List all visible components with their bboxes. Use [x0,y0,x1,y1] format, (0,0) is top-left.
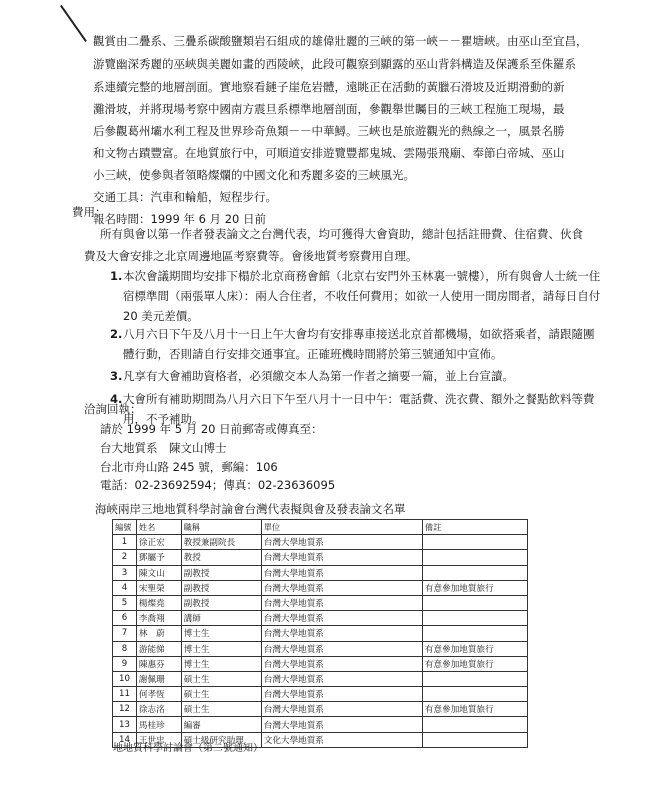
cell-name: 徐志洺 [136,702,181,717]
header-name: 姓名 [136,520,181,535]
intro-line: 灘滑坡，并將現場考察中國南方震旦系標準地層剖面，參觀舉世矚目的三峽工程施工現場，最 [93,102,565,116]
intro-line: 系連續完整的地層剖面。實地察看鏈子崖危岩體，遠眺正在活動的黃臘石滑坡及近期滑動的新 [93,80,565,94]
cell-no: 3 [113,565,137,580]
cell-no: 6 [113,611,137,626]
intro-line: 交通工具：汽車和輪船，短程步行。 [93,190,277,204]
item-line: 凡享有大會補助資格者，必須繳交本人為第一作者之摘要一篇，並上台宣讀。 [123,369,514,383]
cell-no: 2 [113,550,137,565]
intro-line: 游覽幽深秀麗的巫峽與美麗如畫的西陵峽，此段可觀察到顯露的巫山背斜構造及保護系至侏羅系 [93,57,576,71]
cell-unit: 台灣大學地質系 [261,565,422,580]
cell-no: 11 [113,687,137,702]
item-number: 3. [110,369,123,383]
cell-name: 游能悌 [136,641,181,656]
cell-title: 編審 [181,717,261,732]
cell-note [422,717,527,732]
pen-stroke-mark [60,5,87,42]
cell-title: 教授兼副院長 [181,535,261,550]
table-header-row [113,520,528,535]
cell-title: 博士生 [181,626,261,641]
cell-title: 博士生 [181,656,261,671]
cell-name: 馬桂珍 [136,717,181,732]
cell-unit: 台灣大學地質系 [261,626,422,641]
cell-note [422,595,527,610]
cell-unit: 台灣大學地質系 [261,671,422,686]
table-row [113,611,528,626]
fee-heading: 費用： [72,205,107,219]
cell-title: 教授 [181,550,261,565]
item-line: 體行動，否則請自行安排交通事宜。正確班機時間將於第三號通知中宣佈。 [123,347,503,361]
table-row [113,626,528,641]
cell-name: 徐正宏 [136,535,181,550]
cell-note [422,671,527,686]
header-title: 職稱 [181,520,261,535]
cell-no: 10 [113,671,137,686]
cell-note [422,626,527,641]
cell-name: 王世忠 [136,732,181,747]
cell-unit: 台灣大學地質系 [261,580,422,595]
cell-no: 7 [113,626,137,641]
item-line: 大會所有補助期間為八月六日下午至八月十一日中午：電話費、洗衣費、額外之餐點飲料等費 [123,392,595,406]
cell-name: 林 蔚 [136,626,181,641]
table-row [113,565,528,580]
fee-paragraph-line: 所有與會以第一作者發表論文之台灣代表，均可獲得大會資助，總計包括註冊費、住宿費、伙食 [100,227,583,241]
cell-name: 鄧屬予 [136,550,181,565]
contact-line: 台大地質系 陳文山博士 [100,441,227,455]
header-no: 編號 [113,520,137,535]
table-row [113,535,528,550]
cell-title: 博士生 [181,641,261,656]
item-number: 1. [110,269,123,283]
cell-name: 何孝恆 [136,687,181,702]
cell-no: 12 [113,702,137,717]
cell-unit: 台灣大學地質系 [261,535,422,550]
item-number: 2. [110,327,123,341]
cell-note [422,732,527,747]
item-number: 4. [110,392,123,406]
contact-line: 台北市舟山路 245 號，郵編：106 [100,460,278,474]
cell-unit: 台灣大學地質系 [261,550,422,565]
intro-line: 報名時間：1999 年 6 月 20 日前 [93,212,266,226]
table-row [113,702,528,717]
table-row [113,641,528,656]
cell-unit: 台灣大學地質系 [261,595,422,610]
cell-note: 有意參加地質旅行 [422,702,527,717]
cell-note [422,611,527,626]
table-row [113,671,528,686]
cell-no: 9 [113,656,137,671]
cell-name: 陳惠芬 [136,656,181,671]
intro-line: 后參觀葛州壩水利工程及世界珍奇魚類－－中華鱘。三峽也是旅遊觀光的熱線之一，風景名勝 [93,124,565,138]
item-line: 20 美元差價。 [123,309,199,323]
cell-unit: 台灣大學地質系 [261,687,422,702]
cell-name: 宋聖榮 [136,580,181,595]
contact-line: 請於 1999 年 5 月 20 日前郵寄或傳真至： [100,422,323,436]
cell-no: 13 [113,717,137,732]
cell-name: 楊燦堯 [136,595,181,610]
table-row [113,595,528,610]
table-row [113,656,528,671]
item-line: 宿標準間（兩張單人床）：兩人合住者，不收任何費用；如欲一人使用一間房間者，請每日自付 [123,289,601,303]
cell-no: 5 [113,595,137,610]
item-line: 本次會議期間均安排下榻於北京商務會館（北京右安門外玉林裏一號樓），所有與會人士統一住 [123,269,601,283]
cell-no: 8 [113,641,137,656]
cell-title: 碩士生 [181,702,261,717]
header-note: 備註 [422,520,527,535]
cell-unit: 台灣大學地質系 [261,611,422,626]
cell-note [422,550,527,565]
cell-unit: 台灣大學地質系 [261,641,422,656]
cell-name: 謝佩珊 [136,671,181,686]
cell-note [422,687,527,702]
intro-line: 和文物古蹟豐富。在地質旅行中，可順道安排遊覽豐都鬼城、雲陽張飛廟、奉節白帝城、巫山 [93,146,565,160]
cell-title: 講師 [181,611,261,626]
cell-no: 4 [113,580,137,595]
cell-note: 有意參加地質旅行 [422,656,527,671]
cell-note [422,535,527,550]
cell-title: 碩士生 [181,671,261,686]
cell-unit: 台灣大學地質系 [261,717,422,732]
contact-heading: 洽詢回執： [84,402,142,416]
delegate-table [112,519,528,748]
cell-title: 碩士級研究助理 [181,732,261,747]
footer-note: 地地質科學討論會（第二號通知） [113,743,263,754]
cell-note [422,565,527,580]
cell-unit: 台灣大學地質系 [261,702,422,717]
item-line: 八月六日下午及八月十一日上午大會均有安排專車接送北京首都機場，如欲搭乘者，請跟隨團 [123,327,595,341]
cell-unit: 台灣大學地質系 [261,656,422,671]
table-caption: 海峽兩岸三地地質科學討論會台灣代表擬與會及發表論文名單 [95,502,406,516]
intro-line: 小三峽，使參與者領略燦爛的中國文化和秀麗多姿的三峽風光。 [93,168,415,182]
cell-no: 14 [113,732,137,747]
item-line: 用，不予補助。 [123,412,204,426]
table-row [113,550,528,565]
cell-no: 1 [113,535,137,550]
cell-note: 有意參加地質旅行 [422,580,527,595]
table-row [113,717,528,732]
cell-unit: 文化大學地質系 [261,732,422,747]
cell-title: 碩士生 [181,687,261,702]
cell-name: 陳文山 [136,565,181,580]
cell-name: 李喬翔 [136,611,181,626]
table-row [113,580,528,595]
table-row [113,687,528,702]
fee-paragraph-line: 費及大會安排之北京周邊地區考察費等。會後地質考察費用自理。 [84,249,418,263]
cell-title: 副教授 [181,565,261,580]
header-unit: 單位 [261,520,422,535]
cell-title: 副教授 [181,595,261,610]
cell-title: 副教授 [181,580,261,595]
intro-line: 觀賞由二疊系、三疊系碳酸鹽類岩石組成的雄偉壯麗的三峽的第一峽－－瞿塘峽。由巫山至宜昌， [93,34,588,48]
cell-note: 有意參加地質旅行 [422,641,527,656]
contact-line: 電話：02-23692594；傳真：02-23636095 [100,478,336,492]
